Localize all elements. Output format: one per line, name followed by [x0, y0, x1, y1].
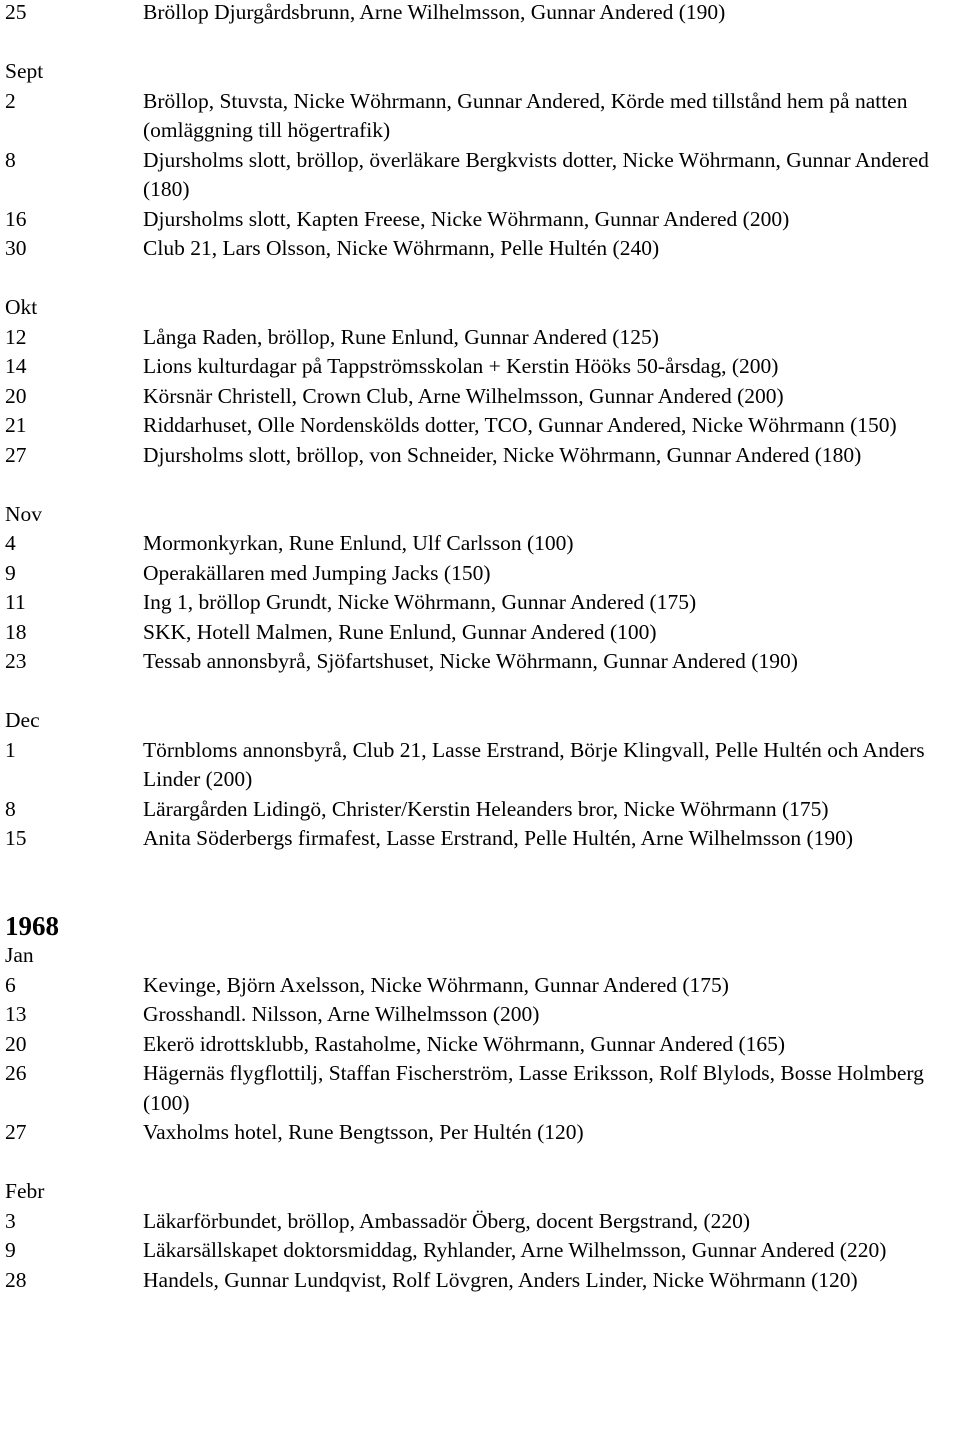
entry-text: Djursholms slott, Kapten Freese, Nicke Wöhrmann, Gunnar Andered (200) [143, 206, 790, 231]
log-entry [5, 824, 960, 854]
log-entry [5, 1266, 960, 1296]
entry-text: Törnbloms annonsbyrå, Club 21, Lasse Erstrand, Börje Klingvall, Pelle Hultén och Anders Linder (200) [143, 737, 925, 791]
entry-day: 21 [5, 413, 27, 437]
blank-line [5, 264, 960, 294]
year-heading: 1968 [5, 911, 59, 941]
entry-text: Operakällaren med Jumping Jacks (150) [143, 560, 491, 585]
blank-line [5, 854, 960, 884]
blank-line [5, 470, 960, 500]
entry-text: Lions kulturdagar på Tappströmsskolan + Kerstin Hööks 50-årsdag, (200) [143, 354, 779, 378]
entry-day: 12 [5, 324, 27, 349]
entry-day: 6 [5, 972, 16, 997]
gig-log-document [5, 0, 960, 1295]
entry-day: 2 [5, 88, 16, 113]
log-entry [5, 87, 960, 146]
month-heading: Febr [5, 1179, 45, 1203]
entry-day: 27 [5, 1120, 27, 1144]
entry-day: 13 [5, 1002, 27, 1026]
entry-text: Mormonkyrkan, Rune Enlund, Ulf Carlsson (100) [143, 531, 574, 555]
log-entry [5, 411, 960, 441]
log-entry [5, 205, 960, 235]
entry-text: Kevinge, Björn Axelsson, Nicke Wöhrmann, Gunnar Andered (175) [143, 972, 729, 997]
entry-day: 4 [5, 531, 16, 555]
log-entry [5, 441, 960, 471]
entry-day: 9 [5, 560, 16, 585]
entry-text: Hägernäs flygflottilj, Staffan Fischerström, Lasse Eriksson, Rolf Blylods, Bosse Holmberg (100) [143, 1061, 924, 1115]
log-entry [5, 382, 960, 412]
blank-line [5, 1148, 960, 1178]
entry-text: Djursholms slott, bröllop, överläkare Bergkvists dotter, Nicke Wöhrmann, Gunnar Andered (180) [143, 147, 929, 201]
entry-day: 3 [5, 1208, 16, 1233]
entry-text: Körsnär Christell, Crown Club, Arne Wilhelmsson, Gunnar Andered (200) [143, 383, 784, 408]
log-entry [5, 971, 960, 1001]
entry-text: Ing 1, bröllop Grundt, Nicke Wöhrmann, Gunnar Andered (175) [143, 590, 697, 614]
month-heading: Jan [5, 943, 34, 967]
entry-day: 18 [5, 619, 27, 644]
entry-day: 27 [5, 442, 27, 467]
entry-day: 20 [5, 383, 27, 408]
entry-day: 25 [5, 0, 27, 24]
log-entry [5, 352, 960, 382]
blank-line [5, 677, 960, 707]
log-entry [5, 146, 960, 205]
month-heading: Sept [5, 59, 44, 83]
entry-text: Bröllop, Stuvsta, Nicke Wöhrmann, Gunnar Andered, Körde med tillstånd hem på natten (omläggning till högertrafik) [143, 88, 908, 142]
log-entry [5, 1236, 960, 1266]
entry-day: 28 [5, 1267, 27, 1292]
entry-day: 1 [5, 737, 16, 762]
entry-day: 8 [5, 796, 16, 821]
entry-day: 14 [5, 354, 27, 378]
entry-day: 26 [5, 1061, 27, 1085]
entry-day: 20 [5, 1031, 27, 1056]
entry-text: Läkarförbundet, bröllop, Ambassadör Öberg, docent Bergstrand, (220) [143, 1208, 751, 1233]
entry-day: 15 [5, 826, 27, 850]
entry-day: 30 [5, 236, 27, 260]
month-heading: Dec [5, 708, 40, 732]
log-entry [5, 529, 960, 559]
entry-day: 16 [5, 206, 27, 231]
log-entry [5, 559, 960, 589]
entry-text: Djursholms slott, bröllop, von Schneider, Nicke Wöhrmann, Gunnar Andered (180) [143, 442, 862, 467]
entry-text: Lärargården Lidingö, Christer/Kerstin Heleanders bror, Nicke Wöhrmann (175) [143, 796, 829, 821]
log-entry [5, 1000, 960, 1030]
entry-text: SKK, Hotell Malmen, Rune Enlund, Gunnar Andered (100) [143, 619, 657, 644]
entry-text: Riddarhuset, Olle Nordenskölds dotter, TCO, Gunnar Andered, Nicke Wöhrmann (150) [143, 413, 897, 437]
entry-day: 23 [5, 649, 27, 673]
month-heading: Okt [5, 295, 38, 319]
entry-text: Tessab annonsbyrå, Sjöfartshuset, Nicke Wöhrmann, Gunnar Andered (190) [143, 649, 798, 673]
log-entry [5, 736, 960, 795]
entry-text: Vaxholms hotel, Rune Bengtsson, Per Hultén (120) [143, 1120, 584, 1144]
entry-text: Handels, Gunnar Lundqvist, Rolf Lövgren, Anders Linder, Nicke Wöhrmann (120) [143, 1267, 858, 1292]
log-entry [5, 234, 960, 264]
log-entry [5, 647, 960, 677]
log-entry [5, 795, 960, 825]
entry-text: Bröllop Djurgårdsbrunn, Arne Wilhelmsson, Gunnar Andered (190) [143, 0, 726, 24]
entry-day: 11 [5, 590, 26, 614]
entry-text: Långa Raden, bröllop, Rune Enlund, Gunnar Andered (125) [143, 324, 659, 349]
log-entry [5, 1030, 960, 1060]
log-entry [5, 1118, 960, 1148]
entry-text: Grosshandl. Nilsson, Arne Wilhelmsson (200) [143, 1002, 540, 1026]
entry-day: 8 [5, 147, 16, 172]
log-entry [5, 618, 960, 648]
log-entry [5, 0, 960, 28]
entry-text: Anita Söderbergs firmafest, Lasse Erstrand, Pelle Hultén, Arne Wilhelmsson (190) [143, 826, 854, 850]
log-entry [5, 588, 960, 618]
entry-text: Ekerö idrottsklubb, Rastaholme, Nicke Wöhrmann, Gunnar Andered (165) [143, 1031, 786, 1056]
log-entry [5, 1207, 960, 1237]
entry-text: Läkarsällskapet doktorsmiddag, Ryhlander, Arne Wilhelmsson, Gunnar Andered (220) [143, 1238, 887, 1262]
blank-line [5, 28, 960, 58]
log-entry [5, 323, 960, 353]
entry-day: 9 [5, 1238, 16, 1262]
month-heading: Nov [5, 501, 43, 526]
log-entry [5, 1059, 960, 1118]
entry-text: Club 21, Lars Olsson, Nicke Wöhrmann, Pelle Hultén (240) [143, 236, 660, 260]
